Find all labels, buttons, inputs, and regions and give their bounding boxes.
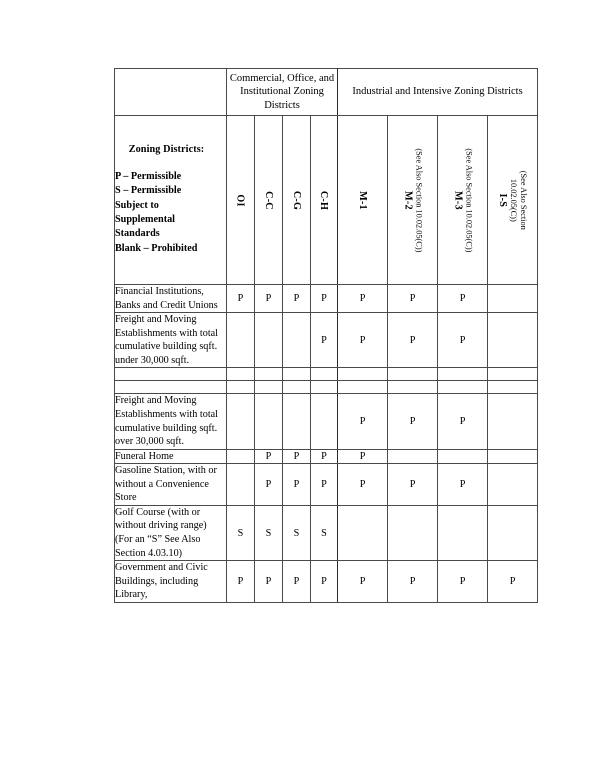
row-label (115, 505, 227, 560)
district-note-line: (See Also Section 10.02.05(C)) (463, 148, 473, 252)
column-header-m-1 (338, 116, 388, 285)
row-label (115, 561, 227, 603)
permission-cell: P (227, 561, 255, 603)
rotated-label (235, 194, 246, 206)
permission-cell (388, 381, 438, 394)
district-note-line: 10.02.05(C)) (509, 178, 519, 222)
group-header-1: Commercial, Office, and Institutional Zoning Districts (227, 69, 338, 116)
table-row (115, 394, 538, 449)
legend-lines (115, 170, 226, 257)
rotated-label (319, 190, 330, 209)
permission-cell (255, 394, 283, 449)
rotated-label-wrap (227, 116, 254, 284)
permission-cell (227, 313, 255, 368)
row-label-empty (115, 381, 227, 394)
district-note-line: (See Also Section (518, 170, 528, 230)
permission-cell: P (311, 313, 338, 368)
permission-cell: P (283, 464, 311, 506)
permission-cell (227, 381, 255, 394)
permission-cell: P (255, 285, 283, 313)
legend-cell (115, 116, 227, 285)
table-row (115, 464, 538, 506)
permission-cell (283, 313, 311, 368)
permission-cell (388, 368, 438, 381)
permission-cell (488, 381, 538, 394)
permission-cell (488, 313, 538, 368)
permission-cell: P (388, 313, 438, 368)
legend-line: Supplemental (115, 214, 176, 225)
column-header-oi (227, 116, 255, 285)
permission-cell (438, 505, 488, 560)
rotated-label (497, 171, 528, 230)
table-row (115, 449, 538, 464)
permission-cell: P (255, 449, 283, 464)
permission-cell: P (388, 394, 438, 449)
permission-cell: P (283, 285, 311, 313)
permission-cell: P (338, 313, 388, 368)
permission-cell: P (338, 561, 388, 603)
permission-cell: P (438, 394, 488, 449)
row-label (115, 394, 227, 449)
row-label-line: (For an “S” See Also Section 4.03.10) (115, 534, 201, 559)
column-header-c-c (255, 116, 283, 285)
permission-cell (255, 381, 283, 394)
table-row (115, 285, 538, 313)
permission-cell: P (338, 464, 388, 506)
permission-cell (311, 394, 338, 449)
permission-cell (488, 505, 538, 560)
permission-cell (488, 285, 538, 313)
permission-cell (227, 394, 255, 449)
permission-cell: P (311, 561, 338, 603)
column-header-m-2 (388, 116, 438, 285)
permission-cell: P (438, 285, 488, 313)
column-header-m-3 (438, 116, 488, 285)
district-code: OI (234, 193, 246, 207)
permission-cell (338, 381, 388, 394)
permission-cell: P (311, 449, 338, 464)
permission-cell: P (338, 449, 388, 464)
rotated-label-wrap (283, 116, 310, 284)
permission-cell: P (283, 561, 311, 603)
permission-cell (388, 449, 438, 464)
permission-cell: P (255, 464, 283, 506)
row-label (115, 285, 227, 313)
row-label-line: Gasoline Station, with or without a Convenience Store (115, 465, 217, 504)
permission-cell: P (338, 285, 388, 313)
permission-cell: P (227, 285, 255, 313)
district-note (463, 148, 473, 252)
permission-cell: P (438, 561, 488, 603)
permission-cell (311, 368, 338, 381)
table-spacer-row (115, 381, 538, 394)
permission-cell: P (488, 561, 538, 603)
column-header-row (115, 116, 538, 285)
permission-cell (338, 505, 388, 560)
permission-cell: P (388, 561, 438, 603)
group-header-2: Industrial and Intensive Zoning Districts (338, 69, 538, 116)
row-label-empty (115, 368, 227, 381)
rotated-label (357, 191, 368, 210)
permission-cell: P (388, 464, 438, 506)
permission-cell (283, 394, 311, 449)
row-label (115, 313, 227, 368)
district-code: I-S (497, 193, 509, 207)
legend-line: S – Permissible (115, 185, 182, 197)
permission-cell (488, 464, 538, 506)
row-label (115, 449, 227, 464)
rotated-label-wrap (255, 116, 282, 284)
district-code: M-2 (402, 190, 414, 210)
permission-cell (438, 381, 488, 394)
zoning-districts-table (114, 68, 538, 603)
rotated-label-wrap (311, 116, 337, 284)
permission-cell (488, 449, 538, 464)
rotated-label (263, 191, 274, 210)
permission-cell: P (388, 285, 438, 313)
permission-cell: P (311, 285, 338, 313)
permission-cell (283, 381, 311, 394)
row-label-line: Government and Civic Buildings, including Library, (115, 562, 208, 601)
permission-cell: P (438, 464, 488, 506)
permission-cell: S (311, 505, 338, 560)
table-spacer-row (115, 368, 538, 381)
row-label-line: Freight and Moving Establishments with total cumulative building sqft. under 30,000 sqft. (115, 314, 218, 366)
rotated-label-wrap (488, 116, 537, 284)
rotated-label (291, 190, 302, 209)
district-code: M-1 (357, 190, 369, 210)
permission-cell: S (255, 505, 283, 560)
row-label-line: Financial Institutions, Banks and Credit Unions (115, 286, 218, 311)
permission-cell: P (283, 449, 311, 464)
rotated-label-wrap (338, 116, 387, 284)
district-code: C-C (263, 190, 274, 210)
permission-cell (227, 449, 255, 464)
permission-cell: S (283, 505, 311, 560)
permission-cell (311, 381, 338, 394)
row-label (115, 464, 227, 506)
legend-line: Subject to (115, 199, 159, 211)
permission-cell (338, 368, 388, 381)
column-header-i-s (488, 116, 538, 285)
column-header-c-h (311, 116, 338, 285)
column-header-c-g (283, 116, 311, 285)
permission-cell (255, 368, 283, 381)
district-code: C-G (291, 190, 302, 210)
legend-line: Blank – Prohibited (115, 242, 198, 254)
table-row (115, 313, 538, 368)
legend-line: Standards (115, 228, 160, 240)
permission-cell (255, 313, 283, 368)
district-code: M-3 (452, 190, 464, 210)
permission-cell (227, 368, 255, 381)
row-label-line: Freight and Moving Establishments with total cumulative building sqft. over 30,000 sqft. (115, 395, 218, 448)
permission-cell: S (227, 505, 255, 560)
legend-line: P – Permissible (115, 170, 182, 182)
district-note-line: (See Also Section 10.02.05(C)) (413, 148, 423, 252)
permission-cell (488, 394, 538, 449)
table-row (115, 505, 538, 560)
permission-cell: P (338, 394, 388, 449)
permission-cell (438, 449, 488, 464)
rotated-label-wrap (438, 116, 487, 284)
permission-cell (227, 464, 255, 506)
rotated-label (402, 148, 423, 252)
district-code: C-H (318, 190, 330, 210)
permission-cell: P (311, 464, 338, 506)
table-corner-cell (115, 69, 227, 116)
table-row (115, 561, 538, 603)
rotated-label-wrap (388, 116, 437, 284)
permission-cell: P (438, 313, 488, 368)
rotated-label (452, 148, 473, 252)
row-label-line: Golf Course (with or without driving range) (115, 506, 207, 532)
district-note (413, 148, 423, 252)
permission-cell: P (255, 561, 283, 603)
permission-cell (388, 505, 438, 560)
permission-cell (488, 368, 538, 381)
district-note (508, 171, 528, 230)
legend-title: Zoning Districts: (128, 143, 205, 155)
group-header-row (115, 69, 538, 116)
permission-cell (283, 368, 311, 381)
row-label-line: Funeral Home (115, 450, 174, 462)
permission-cell (438, 368, 488, 381)
